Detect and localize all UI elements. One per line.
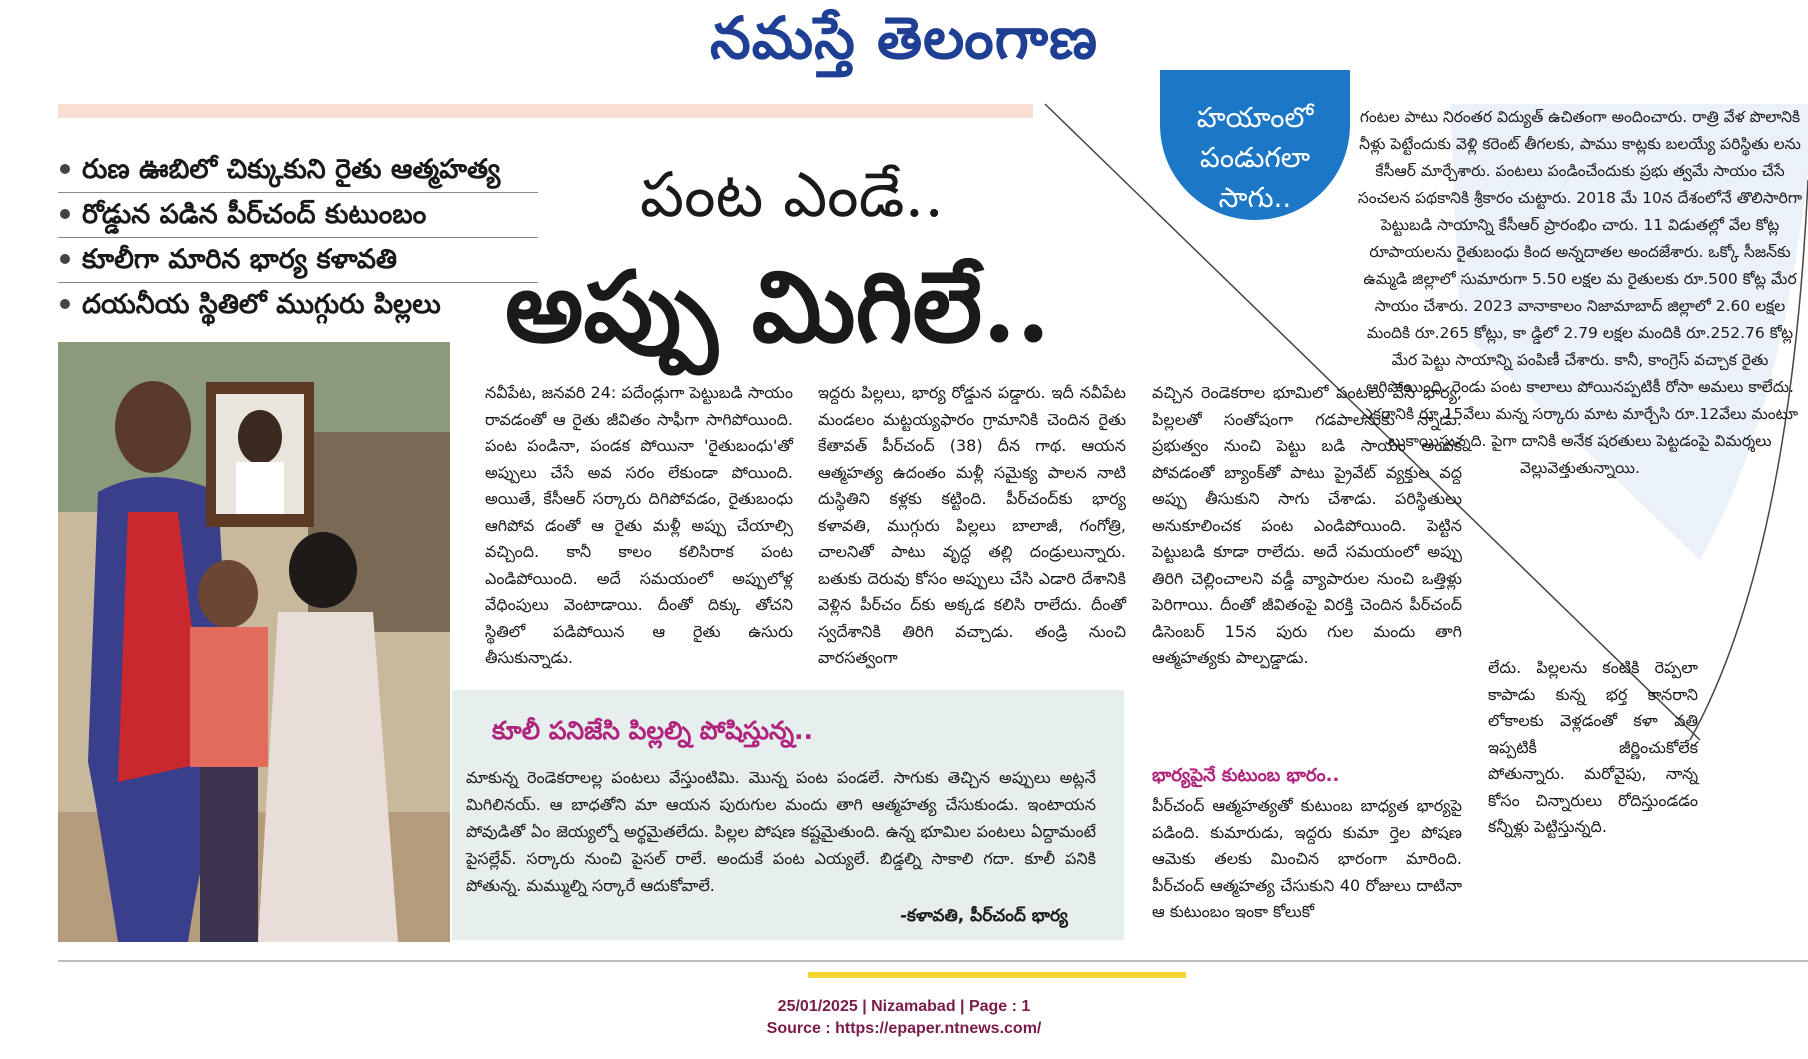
masthead-logo: నమస్తే తెలంగాణ bbox=[710, 4, 1098, 72]
side-article-text: గంటల పాటు నిరంతర విద్యుత్ ఉచితంగా అందించారు. రాత్రి వేళ పొలానికి నీళ్లు పెట్టేందుకు వెళ్లి కరెంట్ తీగలకు, పాము కాట్లకు బలయ్యే పరిస్థితు లను కేసీఆర్ మార్చేశారు. పంటలు పండించేందుకు ప్రభు త్వమే సాయం చేసే సంచలన పథకానికి శ్రీకారం చుట్టారు. 2018 మే 10న దేశంలోనే తొలిసారిగా పెట్టుబడి సాయాన్ని కేసీఆర్ ప్రారంభిం చారు. 11 విడుతల్లో వేల కోట్ల రూపాయలను రైతుబంధు కింద అన్నదాతల అందజేశారు. ఒక్కో సీజన్‌కు ఉమ్మడి జిల్లాలో సుమారుగా 5.50 లక్షల మ రైతులకు రూ.500 కోట్ల మేర సాయం చేశారు. 2023 వానాకాలం నిజామాబాద్ జిల్లాలో 2.60 లక్షల మందికి రూ.265 కోట్లు, కా డ్డిలో 2.79 లక్షల మందికి రూ.252.76 కోట్ల మేర పెట్టు సాయాన్ని పంపిణీ చేశారు. కానీ, కాంగ్రెస్ వచ్చాక రైతు ఆగిపోయింది. రెండు పంట కాలాలు పోయినప్పటికీ రోసా అమలు కాలేదు. ఎకరానికి రూ.15వేలు మన్న సర్కారు మాట మార్చేసి రూ.12వేలు మంటూ బుకాయిస్తున్నది. పైగా దానికి అనేక షరతులు పెట్టడంపై విమర్శలు వెల్లువెత్తుతున్నాయి. bbox=[1357, 108, 1803, 477]
bottom-rule bbox=[58, 960, 1808, 962]
yellow-accent-bar bbox=[808, 972, 1186, 978]
article-column-2: ఇద్దరు పిల్లలు, భార్య రోడ్డున పడ్డారు. ఇదీ నవీపేట మండలం మట్టయ్యఫారం గ్రామానికి చెందిన రైతు కేతావత్ పీర్‌చంద్ (38) దీన గాథ. ఆయన ఆత్మహత్య ఉదంతం మళ్లీ సమైక్య పాలన నాటి దుస్థితిని కళ్లకు కట్టింది. పీర్‌చంద్‌కు భార్య కళావతి, ముగ్గురు పిల్లలు బాలాజీ, గంగోత్రి, చాలనితో పాటు వృద్ధ తల్లి దండ్రులున్నారు. బతుకు దెరువు కోసం అప్పులు చేసి ఎడారి దేశానికి వెళ్లిన పీర్‌చం ద్‌కు అక్కడ కలిసి రాలేదు. దీంతో స్వదేశానికి తిరిగి వచ్చాడు. తండ్రి నుంచి వారసత్వంగా bbox=[818, 383, 1126, 667]
page-footer bbox=[0, 996, 1808, 1040]
quote-signature: -కళావతి, పీర్‌చంద్ భార్య bbox=[900, 906, 1068, 926]
footer-date-edition: 25/01/2025 | Nizamabad | Page : 1 bbox=[777, 998, 1031, 1015]
bullet-item: కూలీగా మారిన భార్య కళావతి bbox=[58, 238, 538, 283]
quote-title: కూలీ పనిజేసి పిల్లల్ని పోషిస్తున్న.. bbox=[492, 716, 814, 745]
section-subhead: భార్యపైనే కుటుంబ భారం.. bbox=[1152, 765, 1340, 786]
headline-line-2: అప్పు మిగిలే.. bbox=[505, 250, 1051, 365]
bullet-item: రోడ్డున పడిన పీర్‌చంద్ కుటుంబం bbox=[58, 193, 538, 238]
headline-line-1: పంట ఎండే.. bbox=[640, 158, 944, 231]
photo-illustration bbox=[58, 342, 450, 942]
article-column-3: వచ్చిన రెండెకరాల భూమిలో పంటలు వేసి భార్య, పిల్లలతో సంతోషంగా గడపాలనుకు న్నాడు. ప్రభుత్వం నుంచి పెట్టు బడి సాయం అందక పోవడంతో బ్యాంక్‌తో పాటు ప్రైవేట్ వ్యక్తుల వద్ద అప్పు తీసుకుని సాగు చేశాడు. పరిస్థితులు అనుకూలించక పంట ఎండిపోయింది. పెట్టిన పెట్టుబడి కూడా రాలేదు. అదే సమయంలో అప్పు తిరిగి చెల్లించాలని వడ్డీ వ్యాపారుల నుంచి ఒత్తిళ్లు పెరిగాయి. దీంతో జీవితంపై విరక్తి చెందిన పీర్‌చంద్ డిసెంబర్ 15న పురు గుల మందు తాగి ఆత్మహత్యకు పాల్పడ్డాడు. bbox=[1152, 383, 1462, 667]
news-photo bbox=[58, 342, 450, 942]
footer-source-link[interactable]: Source : https://epaper.ntnews.com/ bbox=[766, 1020, 1042, 1037]
bullet-item: రుణ ఊబిలో చిక్కుకుని రైతు ఆత్మహత్య bbox=[58, 148, 538, 193]
article-column-1: నవీపేట, జనవరి 24: పదేండ్లుగా పెట్టుబడి సాయం రావడంతో ఆ రైతు జీవితం సాఫీగా సాగిపోయింది. పంట పండినా, పండక పోయినా 'రైతుబంధు'తో అప్పులు చేసే అవ సరం లేకుండా పోయింది. అయితే, కేసీఆర్ సర్కారు దిగిపోవడం, రైతుబంధు ఆగిపోవ డంతో ఆ రైతు మళ్లీ అప్పు చేయాల్సి వచ్చింది. కానీ కాలం కలిసిరాక పంట ఎండిపోయింది. అదే సమయంలో అప్పులోళ్ల వేధింపులు వెంటాడాయి. దీంతో దిక్కు తోచని స్థితిలో పడిపోయిన ఆ రైతు ఉసురు తీసుకున్నాడు. bbox=[485, 383, 793, 667]
quote-text: మాకున్న రెండెకరాలల్ల పంటలు వేస్తుంటిమి. మొన్న పంట పండలే. సాగుకు తెచ్చిన అప్పులు అట్లనే మిగిలినయ్. ఆ బాధతోని మా ఆయన పురుగుల మందు తాగి ఆత్మహత్య చేసుకుండు. ఇంటాయన పోవుడితో ఏం జెయ్యల్నో అర్థమైతలేదు. పిల్లల పోషణ కష్టమైతుంది. ఉన్న భూమిల పంటలు ఏద్దామంటే పైసల్లేవ్. సర్కారు నుంచి పైసల్ రాలే. అందుకే పంట ఎయ్యలే. బిడ్డల్ని సాకాలి గదా. కూలీ పనికి పోతున్న. మమ్ముల్ని సర్కారే ఆదుకోవాలే. bbox=[466, 768, 1096, 895]
article-column-3-continued: పీర్‌చంద్ ఆత్మహత్యతో కుటుంబ బాధ్యత భార్యపై పడింది. కుమారుడు, ఇద్దరు కుమా ర్తెల పోషణ ఆమెకు తలకు మించిన భారంగా మారింది. పీర్‌చంద్ ఆత్మహత్య చేసుకుని 40 రోజులు దాటినా ఆ కుటుంబం ఇంకా కోలుకో bbox=[1152, 796, 1462, 921]
article-column-4: లేదు. పిల్లలను కంటికి రెప్పలా కాపాడు కున్న భర్త కానరాని లోకాలకు వెళ్లడంతో కళా వతి ఇప్పటికీ జీర్ణించుకోలేక పోతున్నారు. మరోవైపు, నాన్న కోసం చిన్నారులు రోదిస్తుండడం కన్నీళ్లు పెట్టిస్తున్నది. bbox=[1488, 658, 1698, 836]
section-badge: హయాంలో పండుగలా సాగు.. bbox=[1160, 70, 1350, 220]
bullet-item: దయనీయ స్థితిలో ముగ్గురు పిల్లలు bbox=[58, 283, 538, 327]
